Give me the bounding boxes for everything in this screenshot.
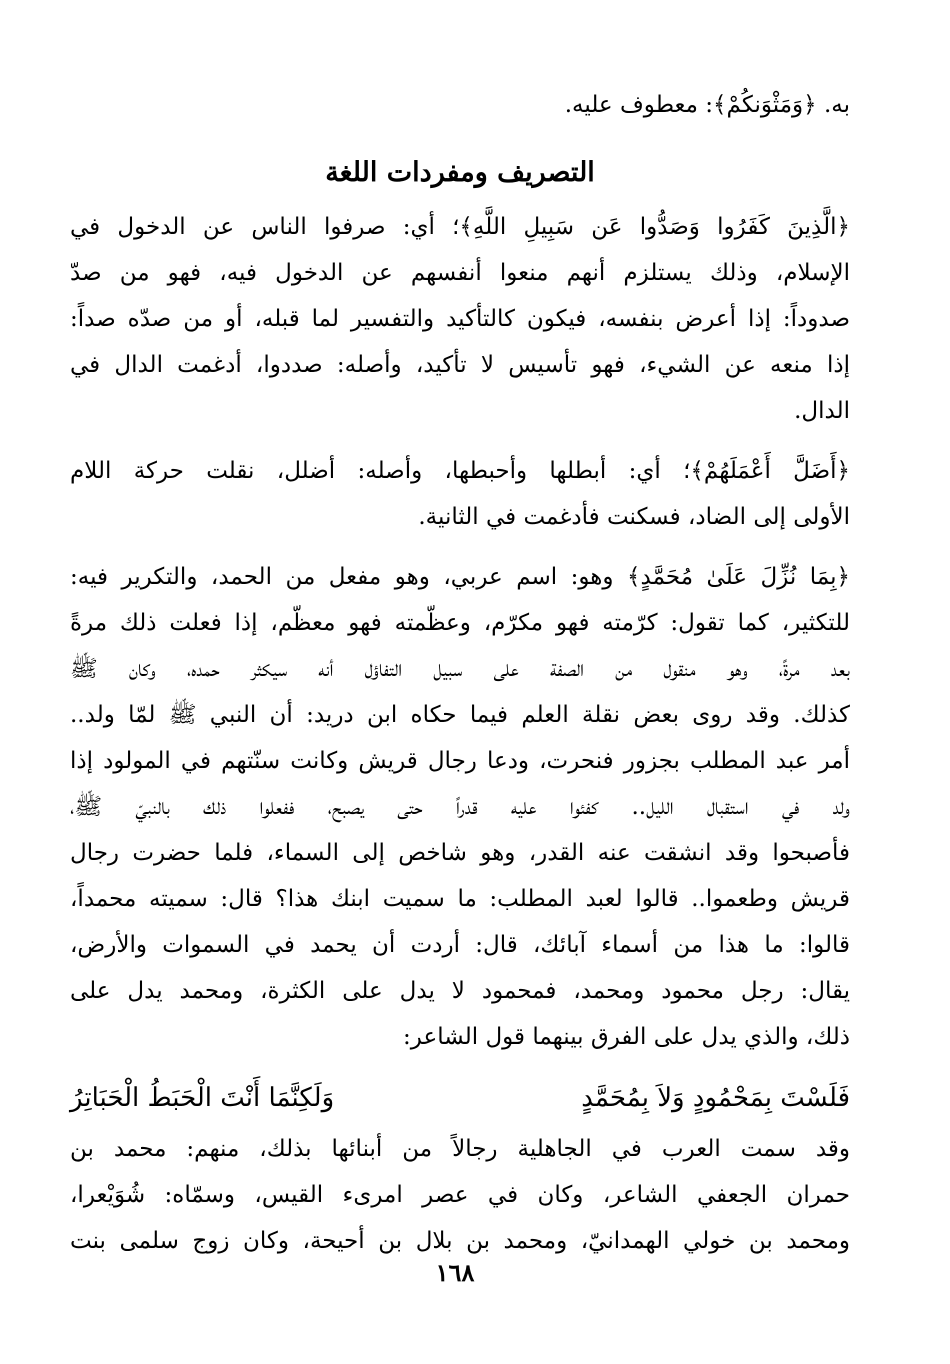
text-line: وقد سمت العرب في الجاهلية رجالاً من أبنائها بذلك، منهم: محمد بن — [70, 1136, 850, 1162]
paragraph-2 — [70, 448, 850, 540]
text-line: قريش وطعموا.. قالوا لعبد المطلب: ما سميت ابنك هذا؟ قال: سميته محمداً، — [70, 886, 850, 912]
text-line: كذلك. وقد روى بعض نقلة العلم فيما حكاه ابن دريد: أن النبي ﷺ لمّا ولد.. — [70, 702, 850, 728]
text-line: ﴿أَضَلَّ أَعْمَلَهُمْ﴾؛ أي: أبطلها وأحبطها، وأصله: أضلل، نقلت حركة اللام — [70, 458, 850, 484]
paragraph-1 — [70, 204, 850, 434]
paragraph-4 — [70, 1126, 850, 1264]
poetry-verse — [70, 1070, 850, 1126]
text-line: الإسلام، وذلك يستلزم أنهم منعوا أنفسهم عن الدخول فيه، فهو من صدّ — [70, 260, 850, 286]
text-line: أمر عبد المطلب بجزور فنحرت، ودعا رجال قريش وكانت سنّتهم في المولود إذا — [70, 748, 850, 774]
text-line: ﴿الَّذِينَ كَفَرُوا وَصَدُّوا عَن سَبِيلِ اللَّهِ﴾؛ أي: صرفوا الناس عن الدخول في — [70, 214, 850, 240]
page-body — [70, 82, 850, 1264]
text-line: ذلك، والذي يدل على الفرق بينهما قول الشاعر: — [403, 1024, 850, 1050]
text-line: حمران الجعفي الشاعر، وكان في عصر امرىء القيس، وسمّاه: شُوَيْعرا، — [70, 1182, 850, 1208]
text-line: إذا منعه عن الشيء، فهو تأسيس لا تأكيد، وأصله: صددوا، أدغمت الدال في — [70, 352, 850, 378]
paragraph-3 — [70, 554, 850, 1060]
text-line: الدال. — [794, 398, 850, 424]
text-line: للتكثير، كما تقول: كرّمته فهو مكرّم، وعظّمته فهو معظّم، إذا فعلت ذلك مرةً — [70, 610, 850, 636]
text-line: قالوا: ما هذا من أسماء آبائك، قال: أردت أن يحمد في السموات والأرض، — [70, 932, 850, 958]
verse-second-hemistich: وَلَكِنَّمَا أَنْتَ الْحَبَطُ الْحَبَاتِرُ — [70, 1083, 335, 1113]
verse-first-hemistich: فَلَسْتَ بِمَحْمُودٍ وَلاَ بِمُحَمَّدٍ — [581, 1083, 850, 1113]
top-line: به. ﴿وَمَثْوَنكُمْ﴾: معطوف عليه. — [564, 92, 850, 118]
text-line: الأولى إلى الضاد، فسكنت فأدغمت في الثانية. — [418, 504, 850, 530]
text-line: صدوداً: إذا أعرض بنفسه، فيكون كالتأكيد والتفسير لما قبله، أو من صدّه صداً: — [70, 306, 850, 332]
text-line: بعد مرةً، وهو منقول من الصفة على سبيل التفاؤل أنه سيكثر حمده، وكان ﷺ — [70, 656, 850, 682]
section-heading: التصريف ومفردات اللغة — [325, 157, 595, 188]
text-line: فأصبحوا وقد انشقت عنه القدر، وهو شاخص إلى السماء، فلما حضرت رجال — [70, 840, 850, 866]
text-line: يقال: رجل محمود ومحمد، فمحمود لا يدل على الكثرة، ومحمد يدل على — [70, 978, 850, 1004]
text-line: ﴿بِمَا نُزِّلَ عَلَىٰ مُحَمَّدٍ﴾ وهو: اسم عربي، وهو مفعل من الحمد، والتكرير فيه: — [70, 564, 850, 590]
text-line: ولد في استقبال الليل.. كفئوا عليه قدراً حتى يصبح، ففعلوا ذلك بالنبيّ ﷺ، — [70, 794, 850, 820]
text-line: ومحمد بن خولي الهمدانيّ، ومحمد بن بلال بن أحيحة، وكان زوج سلمى بنت — [70, 1228, 850, 1254]
page-number: ١٦٨ — [435, 1258, 475, 1287]
